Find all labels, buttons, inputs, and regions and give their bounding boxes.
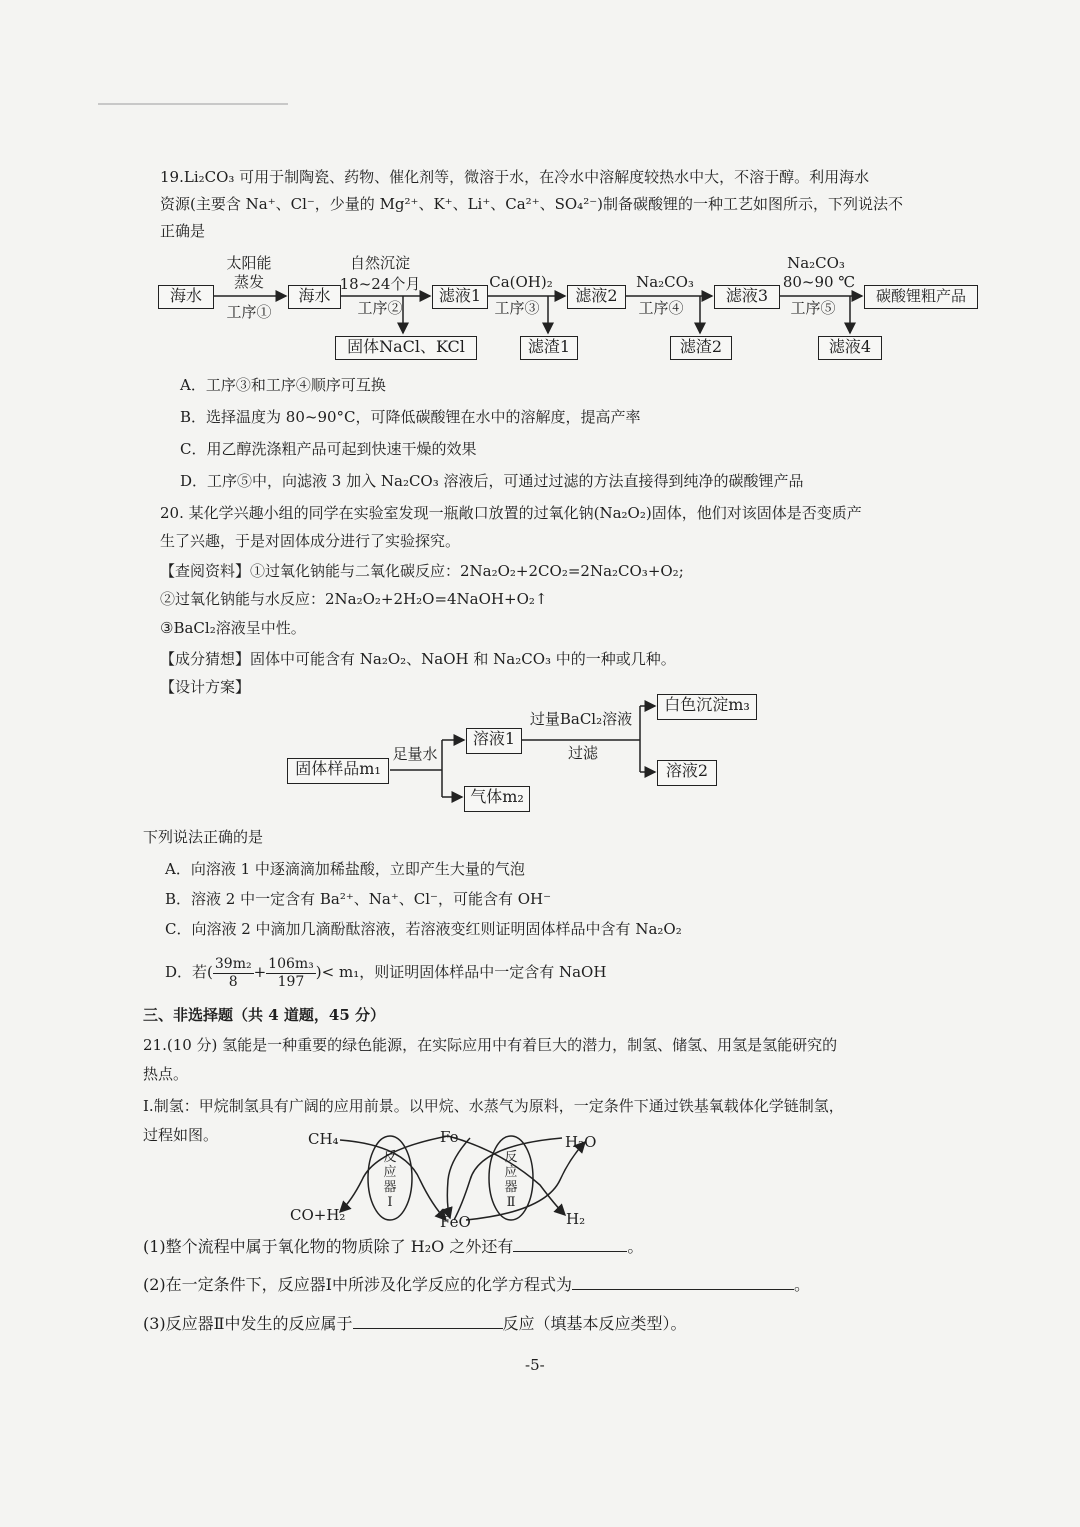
label-h2: H₂	[566, 1210, 586, 1228]
reactor-2-label: 反应器Ⅱ	[504, 1150, 518, 1210]
box-filtrate-4: 滤液4	[818, 336, 882, 360]
q20-option-c: C．向溶液 2 中滴加几滴酚酞溶液，若溶液变红则证明固体样品中含有 Na₂O₂	[165, 920, 682, 938]
arrow1-label-top1: 太阳能	[226, 254, 272, 272]
label-enough-water: 足量水	[392, 745, 438, 763]
arrow1-label-bottom: 工序①	[226, 303, 272, 321]
fraction-106m3-over-197	[266, 956, 316, 991]
q20-option-b: B．溶液 2 中一定含有 Ba²⁺、Na⁺、Cl⁻，可能含有 OH⁻	[165, 890, 552, 908]
q21-sub1-end: 。	[627, 1237, 644, 1256]
plus-sign: +	[253, 963, 267, 981]
q19-line1: 19.Li₂CO₃ 可用于制陶瓷、药物、催化剂等，微溶于水，在冷水中溶解度较热水中大，不溶于醇。利用海水	[160, 168, 870, 186]
box-solid-nacl-kcl: 固体NaCl、KCl	[335, 336, 477, 360]
box-solution-2: 溶液2	[657, 760, 717, 786]
q21-line2: 热点。	[143, 1065, 189, 1083]
q21-sub1	[143, 1236, 643, 1258]
arrow1-label-top2: 蒸发	[233, 273, 264, 291]
label-ch4: CH₄	[308, 1130, 339, 1148]
q21-sub3-text: (3)反应器Ⅱ中发生的反应属于	[143, 1314, 353, 1333]
q20-info-2: ②过氧化钠能与水反应：2Na₂O₂+2H₂O=4NaOH+O₂↑	[160, 590, 548, 608]
q20-guess: 【成分猜想】固体中可能含有 Na₂O₂、NaOH 和 Na₂CO₃ 中的一种或几种。	[160, 650, 676, 668]
q20-option-a: A．向溶液 1 中逐滴滴加稀盐酸，立即产生大量的气泡	[165, 860, 525, 878]
answer-blank-1[interactable]	[513, 1237, 627, 1252]
label-filter: 过滤	[567, 744, 598, 762]
box-seawater-2: 海水	[288, 285, 341, 309]
arrow3-label-bottom: 工序③	[494, 299, 540, 317]
q21-sub2-end: 。	[794, 1275, 811, 1294]
q19-option-c: C．用乙醇洗涤粗产品可起到快速干燥的效果	[180, 440, 477, 458]
fraction-39m2-over-8	[213, 956, 254, 991]
label-fe: Fe	[440, 1128, 459, 1146]
q21-line1: 21.(10 分) 氢能是一种重要的绿色能源，在实际应用中有着巨大的潜力，制氢、储氢、用氢是氢能研究的	[143, 1036, 838, 1054]
q20-info-1: 【查阅资料】①过氧化钠能与二氧化碳反应：2Na₂O₂+2CO₂=2Na₂CO₃+O₂;	[160, 562, 684, 580]
arrow5-label-top2: 80~90 ℃	[782, 273, 856, 291]
arrow2-label-bottom: 工序②	[357, 299, 403, 317]
reactor-1-label: 反应器Ⅰ	[383, 1150, 397, 1210]
answer-blank-3[interactable]	[353, 1314, 503, 1329]
box-filtrate-2: 滤液2	[567, 285, 626, 309]
q20-option-d	[165, 950, 606, 994]
q20-line2: 生了兴趣，于是对固体成分进行了实验探究。	[160, 532, 461, 550]
fraction-denominator: 8	[228, 973, 238, 990]
q20-prompt: 下列说法正确的是	[143, 828, 264, 846]
box-filtrate-1: 滤液1	[432, 285, 488, 309]
q19-option-b: B．选择温度为 80~90°C，可降低碳酸锂在水中的溶解度，提高产率	[180, 408, 641, 426]
q21-sub1-text: (1)整个流程中属于氧化物的物质除了 H₂O 之外还有	[143, 1237, 514, 1256]
label-co-h2: CO+H₂	[290, 1206, 346, 1224]
fraction-denominator: 197	[277, 973, 305, 990]
q20-option-d-prefix: D．若(	[165, 963, 213, 981]
box-gas-m2: 气体m₂	[464, 786, 530, 812]
q21-line3: Ⅰ.制氢：甲烷制氢具有广阔的应用前景。以甲烷、水蒸气为原料，一定条件下通过铁基氧载体化学链制氢，	[143, 1097, 844, 1115]
label-h2o: H₂O	[565, 1133, 597, 1151]
arrow2-label-top2: 18~24个月	[339, 275, 421, 293]
arrow5-label-top1: Na₂CO₃	[787, 254, 845, 272]
q21-line4: 过程如图。	[143, 1126, 219, 1144]
q19-option-d: D．工序⑤中，向滤液 3 加入 Na₂CO₃ 溶液后，可通过过滤的方法直接得到纯净的碳酸锂产品	[180, 472, 804, 490]
q21-sub3-end: 反应（填基本反应类型）。	[502, 1314, 687, 1333]
arrow5-label-bottom: 工序⑤	[790, 299, 836, 317]
q21-sub2	[143, 1274, 810, 1296]
q21-sub2-text: (2)在一定条件下，反应器Ⅰ中所涉及化学反应的化学方程式为	[143, 1275, 572, 1294]
box-filtrate-3: 滤液3	[714, 285, 780, 309]
answer-blank-2[interactable]	[572, 1275, 794, 1290]
arrow2-label-top1: 自然沉淀	[349, 254, 410, 272]
box-residue-1: 滤渣1	[520, 336, 578, 360]
q19-line2: 资源(主要含 Na⁺、Cl⁻，少量的 Mg²⁺、K⁺、Li⁺、Ca²⁺、SO₄²⁻)制备碳酸锂的一种工艺如图所示，下列说法不	[160, 195, 903, 213]
q19-line3: 正确是	[160, 222, 206, 240]
box-crude-product: 碳酸锂粗产品	[864, 285, 978, 309]
label-feo: FeO	[440, 1213, 471, 1231]
q20-line1: 20. 某化学兴趣小组的同学在实验室发现一瓶敞口放置的过氧化钠(Na₂O₂)固体，他们对该固体是否变质产	[160, 504, 862, 522]
box-residue-2: 滤渣2	[670, 336, 732, 360]
q20-option-d-suffix: )< m₁，则证明固体样品中一定含有 NaOH	[315, 963, 607, 981]
fraction-numerator: 39m₂	[214, 955, 252, 972]
fraction-numerator: 106m₃	[268, 955, 314, 972]
page-number: -5-	[525, 1356, 545, 1374]
arrow4-label-top: Na₂CO₃	[636, 273, 694, 291]
q21-sub3	[143, 1313, 687, 1335]
q20-info-3: ③BaCl₂溶液呈中性。	[160, 619, 306, 637]
box-white-precipitate: 白色沉淀m₃	[657, 694, 757, 720]
label-excess-bacl2: 过量BaCl₂溶液	[529, 710, 633, 728]
box-solution-1: 溶液1	[466, 728, 522, 754]
arrow3-label-top: Ca(OH)₂	[489, 273, 553, 291]
section-3-heading: 三、非选择题（共 4 道题，45 分）	[143, 1006, 385, 1024]
q20-design: 【设计方案】	[160, 678, 251, 696]
q19-option-a: A．工序③和工序④顺序可互换	[180, 376, 386, 394]
box-solid-sample: 固体样品m₁	[287, 758, 389, 784]
box-seawater-1: 海水	[158, 285, 214, 309]
arrow4-label-bottom: 工序④	[638, 299, 684, 317]
